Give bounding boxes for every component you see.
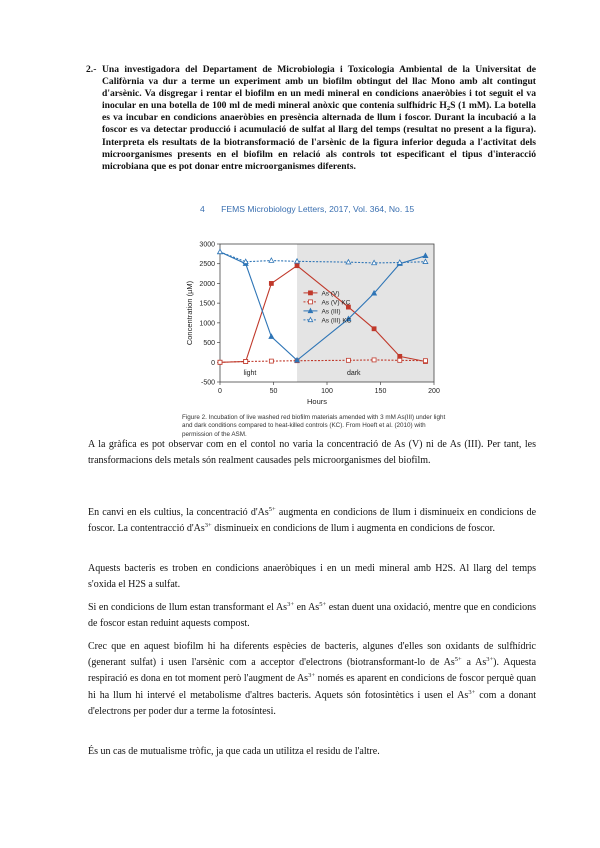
legend-label: As (III) KC	[321, 317, 352, 325]
p5-text-a: Crec que en aquest biofilm hi ha diferents espècies de bacteris, algunes d'elles son oxidants de sulfhídric (generant sulfat) i usen l'arsènic com a acceptor d'electrons (biotransformant-lo de As	[88, 641, 536, 669]
subscript-2: 2	[446, 105, 451, 113]
legend-label: As (V) KC	[321, 299, 351, 307]
answer-paragraph-6: És un cas de mutualisme tròfic, ja que cada un utilitza el residu de l'altre.	[88, 746, 380, 757]
y-axis-label: Concentration (µM)	[185, 280, 194, 346]
data-point	[269, 281, 273, 285]
y-tick-label: -500	[200, 379, 215, 387]
arsenic-concentration-chart	[178, 238, 450, 410]
x-tick-label: 150	[374, 388, 387, 395]
p4-text-a: Si en condicions de llum estan transformant el As	[88, 602, 288, 613]
p5-superscript-2: 3+	[486, 656, 494, 664]
y-tick-label: 1500	[199, 300, 215, 308]
p5-superscript-1: 5+	[454, 656, 462, 664]
x-tick-label: 50	[269, 388, 278, 395]
p4-text-c: estan duent una oxidació, mentre que en condicions de foscor estan reduint aquests compost.	[88, 602, 537, 630]
x-tick-label: 0	[218, 388, 222, 395]
data-point	[218, 249, 223, 253]
p4-superscript-2: 5+	[319, 601, 327, 608]
data-point	[398, 358, 402, 362]
y-tick-label: 3000	[199, 241, 215, 249]
data-point	[423, 359, 427, 363]
figure-header	[200, 204, 414, 214]
figure-caption: Figure 2. Incubation of live washed red biofilm materials amended with 3 mM As(III) under light and dark conditions compared to heat-killed controls (KC). From Hoeft et al. (2010) with permission of the ASM.	[182, 414, 446, 438]
figure-page-number: 4	[200, 204, 205, 214]
legend-label: As (V)	[321, 290, 340, 298]
legend-marker	[308, 291, 312, 295]
p5-text-d: només es aparent en condicions de foscor perquè quan hi ha llum hi intervé el metabolisme d'altres bacteris. Aquets són fotosintètics i usen el As	[88, 673, 536, 701]
p5-superscript-4: 3+	[468, 688, 476, 696]
data-point	[295, 264, 299, 268]
p2-superscript-1: 5+	[268, 506, 276, 513]
answer-paragraph-3: Aquests bacteris es troben en condicions anaeròbiques i en un medi mineral amb H2S. Al llarg del temps s'oxida el H2S a sulfat.	[88, 563, 536, 591]
data-point	[244, 359, 248, 363]
dark-period-shading	[297, 244, 434, 382]
question-block	[88, 64, 536, 173]
question-text	[88, 64, 536, 173]
legend-marker	[308, 300, 312, 304]
p2-superscript-2: 3+	[204, 522, 212, 530]
data-point	[372, 327, 376, 331]
y-tick-label: 2000	[199, 280, 215, 288]
data-point	[218, 360, 222, 364]
y-tick-label: 0	[211, 359, 215, 367]
answer-paragraph-1: A la gràfica es pot observar com en el contol no varia la concentració de As (V) ni de As (III). Per tant, les transformacions dels metals són realment causades pels microorganismes del biofilm.	[88, 439, 536, 467]
answer-paragraph-4	[88, 600, 536, 632]
data-point	[269, 334, 274, 338]
p5-superscript-3: 3+	[308, 672, 315, 680]
p5-text-e: com a donant d'electrons per poder dur a terme la fotosíntesi.	[88, 689, 536, 717]
question-number: 2.-	[86, 64, 97, 75]
data-point	[346, 358, 350, 362]
answer-paragraph-2	[88, 505, 536, 537]
data-point	[372, 358, 376, 362]
y-tick-label: 2500	[199, 261, 215, 269]
p4-text-b: en As	[294, 602, 320, 613]
data-point	[269, 359, 273, 363]
x-tick-label: 200	[428, 388, 440, 395]
question-text-b: S (1 mM). La botella es va incubar en condicions anaeròbies en presència alternada de llum i foscor. Durant la incubació a la foscor es va detectar producció i acumulació de sulfat al llarg del temps (resultat no present a la figura). Interpreta els resultats de la biotransformació de l'arsènic de la figura inferior deguda a l'activitat dels microorganismes presents en el biofilm en relació als controls tot especificant el tipus d'interacció microbiana que es pot donar entre microorganismes diferents.	[102, 100, 536, 172]
answer-paragraph-5	[88, 639, 536, 720]
light-region-label: light	[243, 369, 257, 377]
p2-text-a: En canvi en els cultius, la concentració d'As	[88, 507, 269, 518]
p2-text-b: augmenta en condicions de llum i disminueix en condicions de foscor. La contentracció d'As	[88, 507, 537, 535]
p5-text-b: a As	[461, 657, 487, 669]
y-tick-label: 500	[203, 340, 215, 348]
p2-text-c: disminueix en condicions de llum i augmenta en condicions de foscor.	[211, 523, 495, 535]
p4-superscript-1: 3+	[287, 601, 294, 608]
data-point	[398, 354, 402, 358]
y-tick-label: 1000	[199, 320, 215, 328]
legend-label: As (III)	[321, 308, 341, 316]
question-text-a: Una investigadora del Departament de Microbiologia i Toxicologia Ambiental de la Universitat de Califòrnia va dur a terme un experiment amb un biofilm obtingut del llac Mono amb alt contingut d'arsènic. Va disgregar i rentar el biofilm en un medi mineral en condicions anaeròbies i tot seguit el va inocular en una botella de 100 ml de medi mineral anòxic que contenia sulfhídric H	[102, 64, 536, 112]
x-tick-label: 100	[321, 388, 333, 395]
x-axis-label: Hours	[306, 397, 328, 406]
p5-text-c: ). Aquesta respiració es dona en tot moment però l'augment de As	[88, 657, 537, 685]
journal-reference: FEMS Microbiology Letters, 2017, Vol. 364, No. 15	[221, 204, 415, 214]
dark-region-label: dark	[346, 369, 361, 377]
data-point	[269, 258, 274, 262]
